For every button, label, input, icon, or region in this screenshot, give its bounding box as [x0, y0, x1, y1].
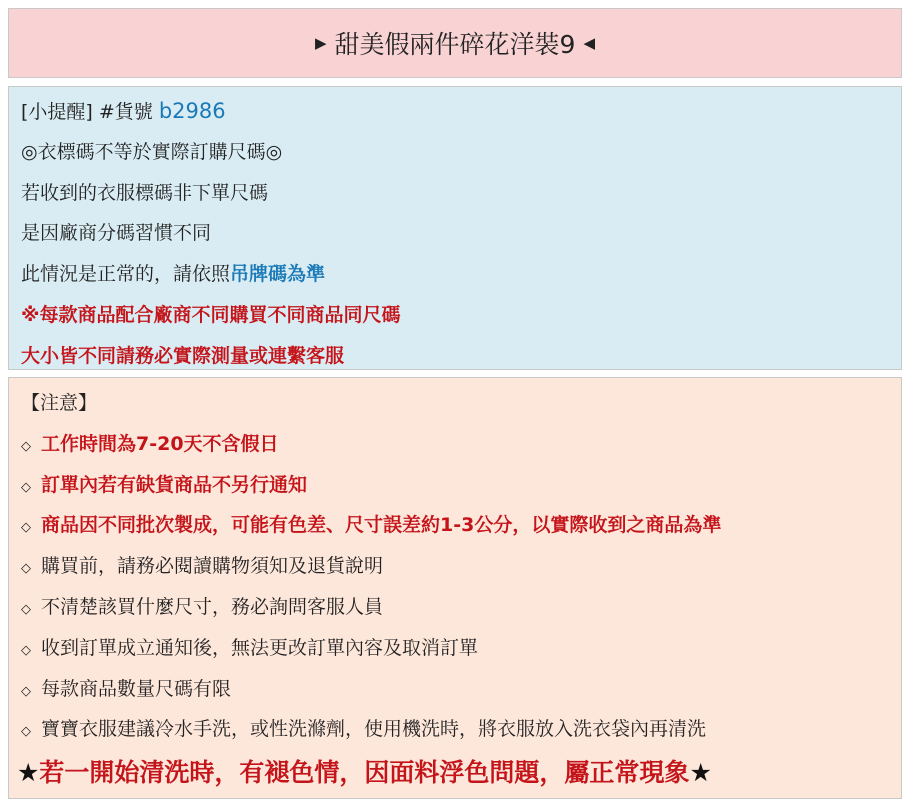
diamond-bullet-icon: ◇ — [21, 479, 31, 495]
reminder-line-7: 大小皆不同請務必實際測量或連繫客服 — [21, 344, 345, 367]
notice-item — [21, 465, 889, 506]
product-title-banner — [8, 8, 902, 78]
product-code: b2986 — [158, 99, 226, 123]
notice-item — [21, 669, 889, 710]
star-icon: ★ — [689, 758, 712, 788]
reminder-prefix: [小提醒] #貨號 — [21, 101, 159, 123]
reminder-line-2: ◎衣標碼不等於實際訂購尺碼◎ — [21, 140, 283, 163]
triangle-right-icon: ▶ — [314, 34, 327, 52]
diamond-bullet-icon: ◇ — [21, 438, 31, 454]
notice-panel — [8, 377, 902, 799]
notice-item — [21, 505, 889, 546]
diamond-bullet-icon: ◇ — [21, 683, 31, 699]
notice-item-text: 購買前，請務必閱讀購物須知及退貨說明 — [41, 555, 384, 578]
notice-item-text: 訂單內若有缺貨商品不另行通知 — [41, 473, 308, 496]
notice-item-text: 不清楚該買什麼尺寸，務必詢問客服人員 — [41, 595, 384, 618]
reminder-line-3: 若收到的衣服標碼非下單尺碼 — [21, 181, 269, 204]
notice-item — [21, 424, 889, 465]
diamond-bullet-icon: ◇ — [21, 642, 31, 658]
reminder-line-5-text: 此情況是正常的，請依照 — [21, 263, 231, 286]
notice-item — [21, 709, 889, 750]
reminder-line-4: 是因廠商分碼習慣不同 — [21, 222, 212, 245]
star-icon: ★ — [17, 758, 40, 788]
diamond-bullet-icon: ◇ — [21, 520, 31, 536]
notice-item — [21, 587, 889, 628]
notice-item-text: 商品因不同批次製成，可能有色差、尺寸誤差約1-3公分，以實際收到之商品為準 — [41, 514, 722, 537]
notice-item — [21, 546, 889, 587]
notice-item-text: 寶寶衣服建議冷水手洗，或性洗滌劑，使用機洗時，將衣服放入洗衣袋內再清洗 — [41, 718, 707, 741]
size-reminder-panel — [8, 86, 902, 370]
tag-size-highlight: 吊牌碼為準 — [230, 263, 326, 286]
reminder-line-6: ※每款商品配合廠商不同購買不同商品同尺碼 — [21, 303, 401, 326]
washing-warning-text: 若一開始清洗時，有褪色情，因面料浮色問題，屬正常現象 — [39, 758, 690, 788]
diamond-bullet-icon: ◇ — [21, 561, 31, 577]
diamond-bullet-icon: ◇ — [21, 724, 31, 740]
notice-heading: 【注意】 — [21, 392, 98, 414]
notice-item-text: 每款商品數量尺碼有限 — [41, 677, 232, 700]
reminder-code-line — [21, 91, 889, 132]
washing-warning — [17, 750, 889, 796]
diamond-bullet-icon: ◇ — [21, 601, 31, 617]
notice-item — [21, 628, 889, 669]
product-title: 甜美假兩件碎花洋裝9 — [334, 30, 576, 59]
triangle-left-icon: ◀ — [583, 34, 595, 52]
notice-item-text: 收到訂單成立通知後，無法更改訂單內容及取消訂單 — [41, 636, 479, 659]
reminder-line-5 — [21, 254, 889, 295]
notice-item-text: 工作時間為7-20天不含假日 — [41, 432, 279, 455]
